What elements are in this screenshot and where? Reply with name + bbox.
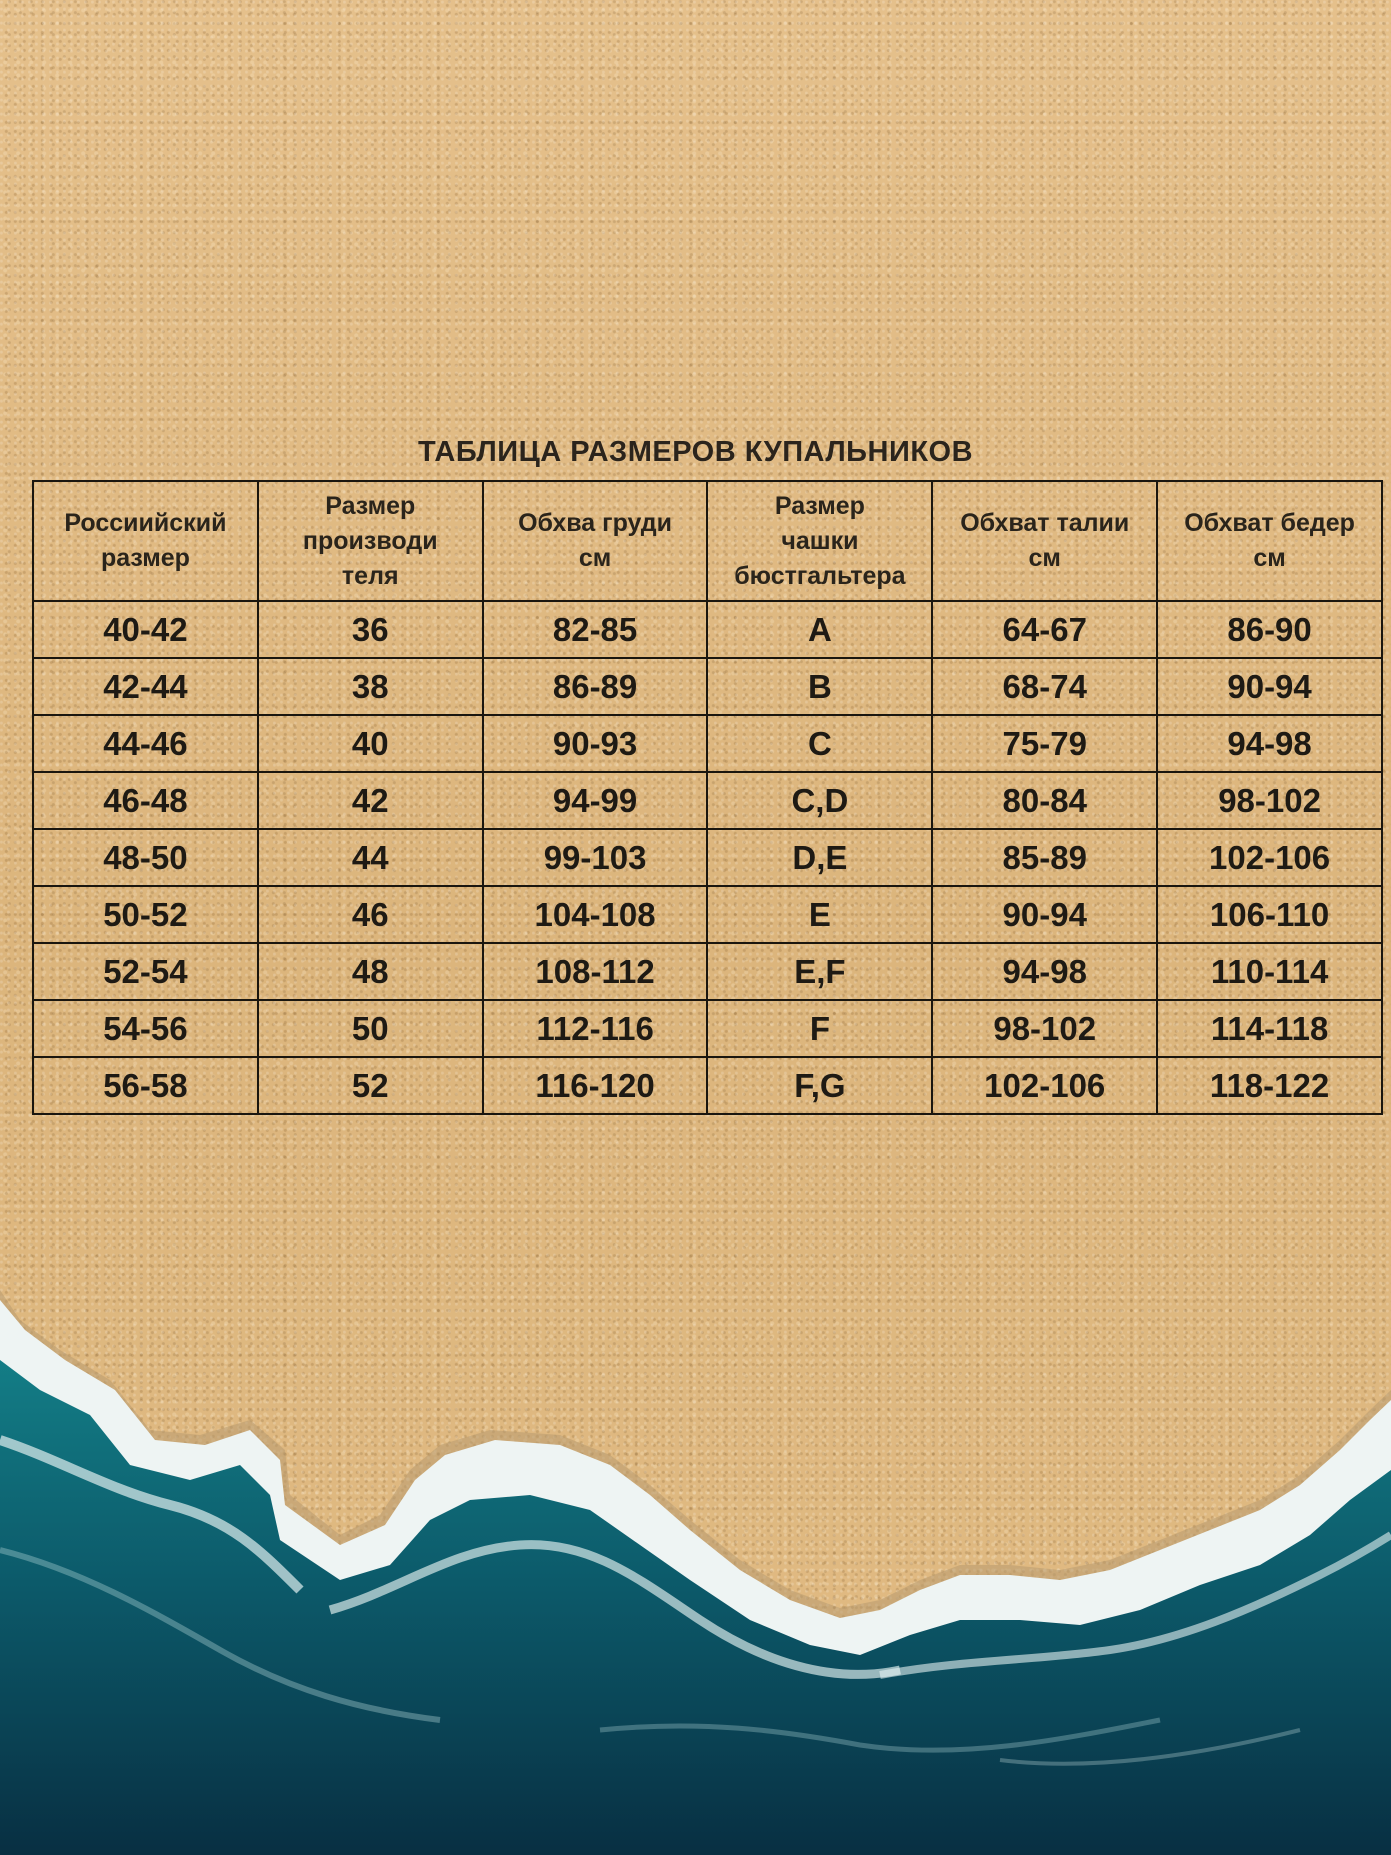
cell-waist: 75-79	[932, 715, 1157, 772]
header-hips: Обхват бедер см	[1157, 481, 1382, 601]
table-row	[33, 658, 1382, 715]
cell-manufacturer-size: 52	[258, 1057, 483, 1114]
table-row	[33, 1057, 1382, 1114]
cell-hips: 106-110	[1157, 886, 1382, 943]
cell-waist: 98-102	[932, 1000, 1157, 1057]
cell-chest: 86-89	[483, 658, 708, 715]
cell-hips: 102-106	[1157, 829, 1382, 886]
cell-hips: 94-98	[1157, 715, 1382, 772]
cell-manufacturer-size: 36	[258, 601, 483, 658]
cell-waist: 90-94	[932, 886, 1157, 943]
page-title: ТАБЛИЦА РАЗМЕРОВ КУПАЛЬНИКОВ	[417, 436, 974, 468]
cell-hips: 86-90	[1157, 601, 1382, 658]
cell-russian-size: 40-42	[33, 601, 258, 658]
cell-waist: 64-67	[932, 601, 1157, 658]
cell-hips: 118-122	[1157, 1057, 1382, 1114]
table-row	[33, 772, 1382, 829]
table-row	[33, 886, 1382, 943]
cell-hips: 90-94	[1157, 658, 1382, 715]
cell-cup-size: F,G	[707, 1057, 932, 1114]
cell-chest: 90-93	[483, 715, 708, 772]
cell-cup-size: C,D	[707, 772, 932, 829]
cell-cup-size: E,F	[707, 943, 932, 1000]
cell-waist: 102-106	[932, 1057, 1157, 1114]
cell-hips: 110-114	[1157, 943, 1382, 1000]
header-cup-size: Размер чашки бюстгальтера	[707, 481, 932, 601]
header-russian-size: Россиийский размер	[33, 481, 258, 601]
cell-chest: 94-99	[483, 772, 708, 829]
cell-manufacturer-size: 38	[258, 658, 483, 715]
table-row	[33, 829, 1382, 886]
cell-cup-size: F	[707, 1000, 932, 1057]
cell-cup-size: C	[707, 715, 932, 772]
table-row	[33, 1000, 1382, 1057]
cell-chest: 108-112	[483, 943, 708, 1000]
header-chest: Обхва груди см	[483, 481, 708, 601]
cell-russian-size: 52-54	[33, 943, 258, 1000]
cell-manufacturer-size: 50	[258, 1000, 483, 1057]
table-row	[33, 715, 1382, 772]
cell-chest: 99-103	[483, 829, 708, 886]
cell-russian-size: 44-46	[33, 715, 258, 772]
cell-russian-size: 54-56	[33, 1000, 258, 1057]
header-waist: Обхват талии см	[932, 481, 1157, 601]
cell-cup-size: A	[707, 601, 932, 658]
cell-manufacturer-size: 42	[258, 772, 483, 829]
cell-chest: 112-116	[483, 1000, 708, 1057]
table-row	[33, 601, 1382, 658]
cell-cup-size: E	[707, 886, 932, 943]
cell-waist: 80-84	[932, 772, 1157, 829]
cell-waist: 68-74	[932, 658, 1157, 715]
cell-hips: 114-118	[1157, 1000, 1382, 1057]
cell-waist: 94-98	[932, 943, 1157, 1000]
cell-manufacturer-size: 44	[258, 829, 483, 886]
cell-chest: 116-120	[483, 1057, 708, 1114]
cell-russian-size: 46-48	[33, 772, 258, 829]
header-manufacturer-size: Размер производи теля	[258, 481, 483, 601]
table-header-row	[33, 481, 1382, 601]
table-row	[33, 943, 1382, 1000]
cell-cup-size: D,E	[707, 829, 932, 886]
cell-chest: 104-108	[483, 886, 708, 943]
cell-manufacturer-size: 48	[258, 943, 483, 1000]
cell-manufacturer-size: 40	[258, 715, 483, 772]
cell-cup-size: B	[707, 658, 932, 715]
cell-chest: 82-85	[483, 601, 708, 658]
cell-manufacturer-size: 46	[258, 886, 483, 943]
cell-russian-size: 42-44	[33, 658, 258, 715]
cell-waist: 85-89	[932, 829, 1157, 886]
ocean-waves-image	[0, 1290, 1391, 1855]
size-table	[32, 480, 1383, 1115]
cell-russian-size: 48-50	[33, 829, 258, 886]
table-body	[33, 601, 1382, 1114]
cell-russian-size: 50-52	[33, 886, 258, 943]
cell-hips: 98-102	[1157, 772, 1382, 829]
cell-russian-size: 56-58	[33, 1057, 258, 1114]
